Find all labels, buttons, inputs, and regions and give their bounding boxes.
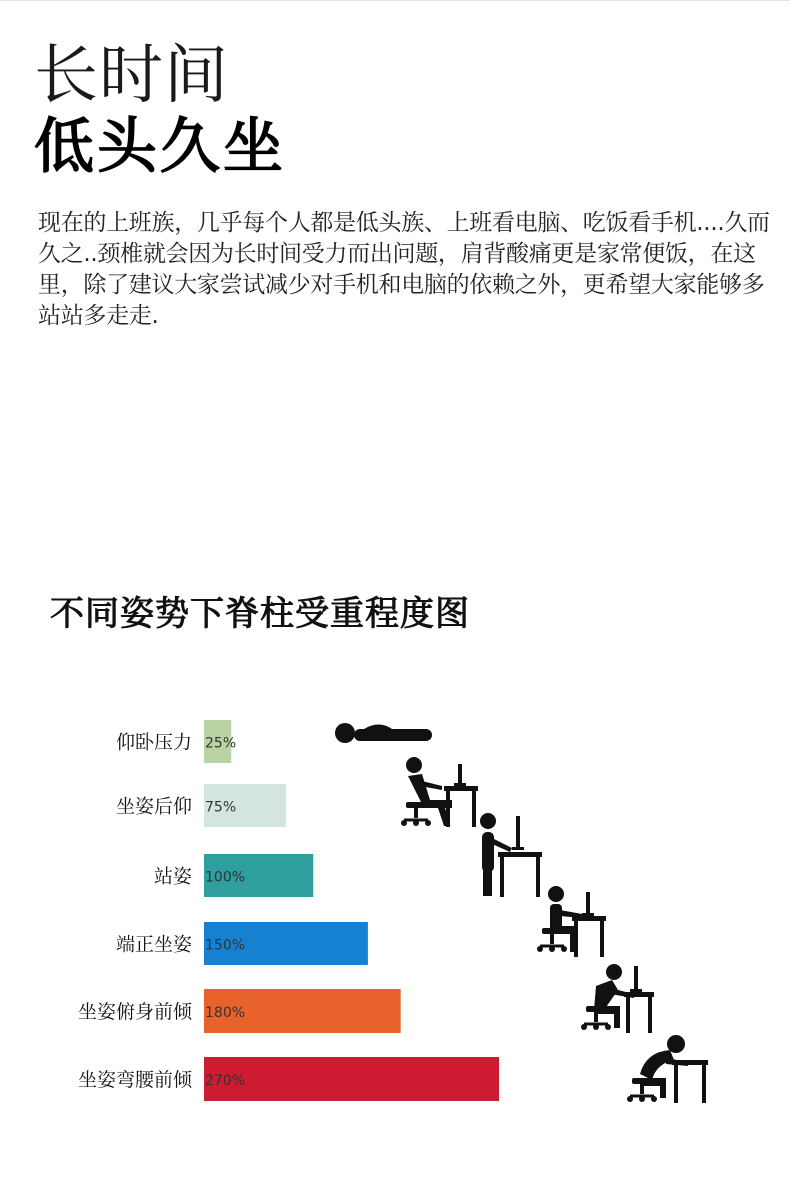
intro-paragraph: 现在的上班族，几乎每个人都是低头族、上班看电脑、吃饭看手机....久而久之..颈椎就会因为长时间受力而出问题，肩背酸痛更是家常便饭，在这里，除了建议大家尝试减少对手机和电脑的依赖之外，更希望大家能够多站站多走走. [38, 210, 770, 329]
standing-desk-figure-icon [480, 813, 542, 897]
chart-title: 不同姿势下脊柱受重程度图 [50, 594, 470, 634]
page-title-line2: 低头久坐 [34, 112, 286, 182]
category-label-4: 端正坐姿 [115, 933, 192, 956]
value-label-6: 270% [205, 1073, 246, 1089]
category-label-1: 仰卧压力 [115, 731, 192, 754]
category-label-5: 坐姿俯身前倾 [77, 1001, 192, 1023]
hunched-sitting-figure-icon [627, 1035, 708, 1103]
category-label-3: 站姿 [153, 865, 192, 888]
category-label-6: 坐姿弯腰前倾 [77, 1069, 192, 1091]
lying-figure-icon [335, 723, 432, 743]
value-label-4: 150% [205, 937, 246, 954]
bar-6 [204, 1057, 499, 1101]
value-label-3: 100% [205, 869, 246, 886]
value-label-5: 180% [205, 1005, 246, 1021]
value-label-2: 75% [205, 799, 237, 816]
category-label-2: 坐姿后仰 [115, 795, 192, 818]
upright-sitting-figure-icon [537, 886, 606, 957]
value-label-1: 25% [205, 735, 237, 752]
reclined-sitting-figure-icon [401, 757, 478, 827]
forward-lean-sitting-figure-icon [581, 964, 654, 1033]
page-title-line1: 长时间 [34, 39, 229, 113]
